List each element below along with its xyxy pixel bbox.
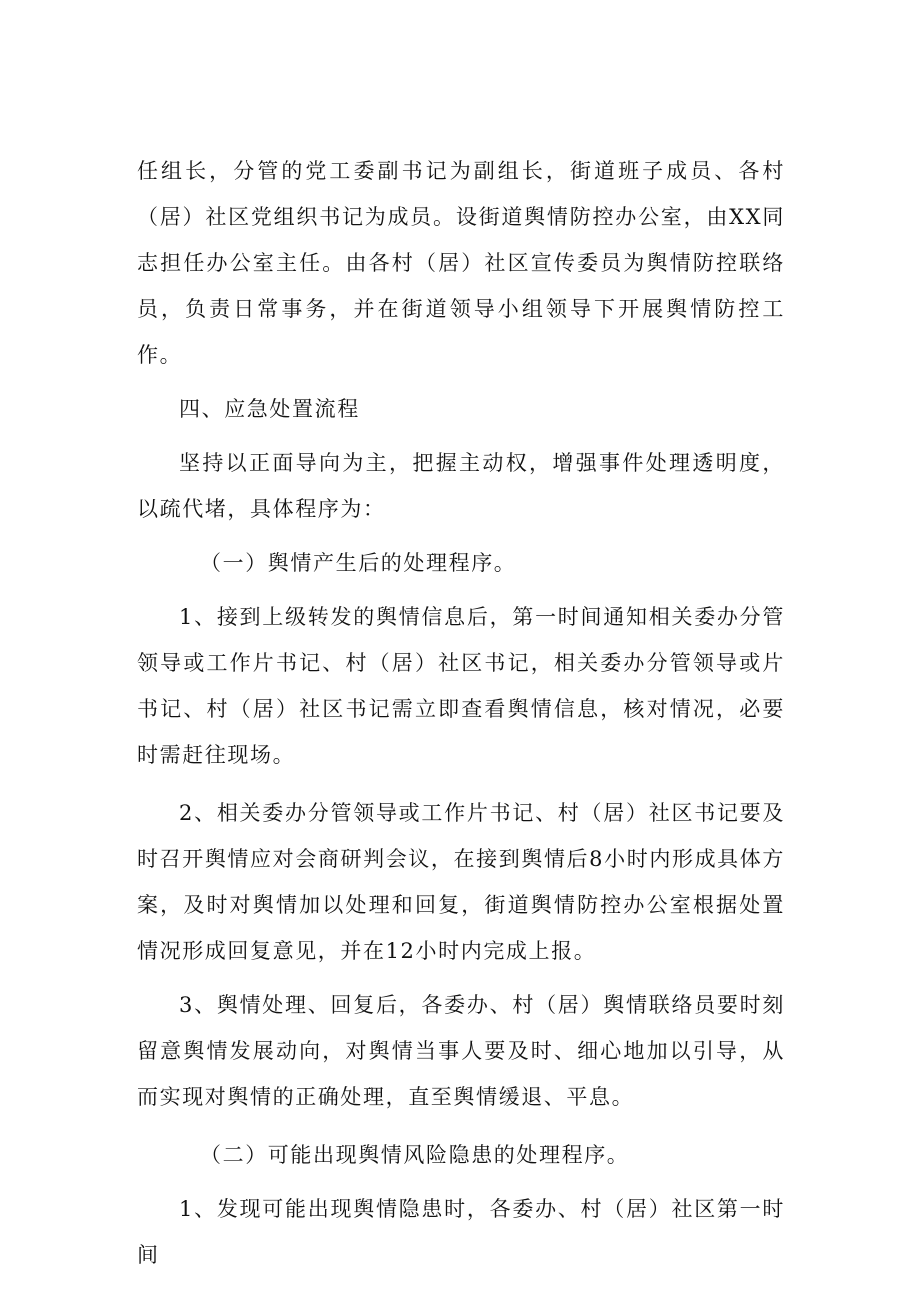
- paragraph-hazard-step-1: 1、发现可能出现舆情隐患时，各委办、村（居）社区第一时间: [137, 1197, 785, 1267]
- subheading-risk-hazard: （二）可能出现舆情风险隐患的处理程序。: [200, 1143, 630, 1167]
- paragraph-step-1: 1、接到上级转发的舆情信息后，第一时间通知相关委办分管领导或工作片书记、村（居）社区书记，相关委办分管领导或片书记、村（居）社区书记需立即查看舆情信息，核对情况，必要时需赶往现场。: [137, 605, 785, 767]
- paragraph-leadership: 任组长，分管的党工委副书记为副组长，街道班子成员、各村（居）社区党组织书记为成员。设街道舆情防控办公室，由XX同志担任办公室主任。由各村（居）社区宣传委员为舆情防控联络员，负责日常事务，并在街道领导小组领导下开展舆情防控工作。: [137, 159, 785, 367]
- paragraph-step-2: 2、相关委办分管领导或工作片书记、村（居）社区书记要及时召开舆情应对会商研判会议，在接到舆情后8小时内形成具体方案，及时对舆情加以处理和回复，街道舆情防控办公室根据处置情况形成回复意见，并在12小时内完成上报。: [137, 801, 785, 963]
- subheading-after-occurrence: （一）舆情产生后的处理程序。: [200, 551, 517, 575]
- paragraph-step-3: 3、舆情处理、回复后，各委办、村（居）舆情联络员要时刻留意舆情发展动向，对舆情当事人要及时、细心地加以引导，从而实现对舆情的正确处理，直至舆情缓退、平息。: [137, 993, 785, 1109]
- paragraph-principle: 坚持以正面导向为主，把握主动权，增强事件处理透明度，以疏代堵，具体程序为：: [137, 451, 785, 521]
- section-heading-emergency-process: 四、应急处置流程: [179, 397, 360, 421]
- document-page: [137, 148, 785, 1278]
